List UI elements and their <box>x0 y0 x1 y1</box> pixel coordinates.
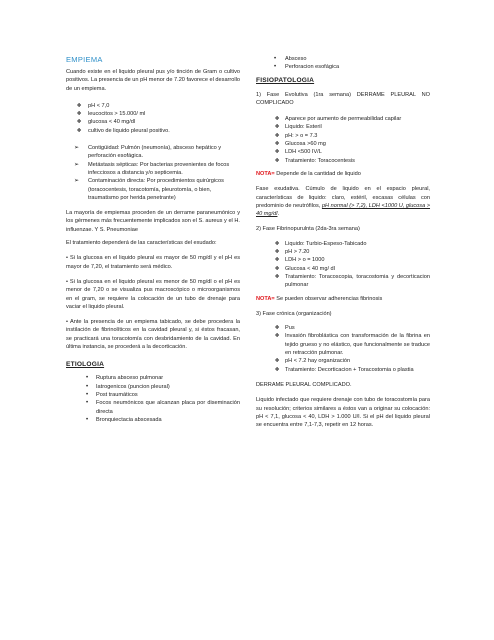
diamond-bullet-icon: ❖ <box>274 157 280 164</box>
causes-list <box>66 144 240 202</box>
diamond-bullet-icon: ❖ <box>76 127 82 134</box>
list-item: ❖ Invasión fibroblástica con transformación de la fibrina en tejido grueso y no elástico, que funcionalmente se traduce en retracción pulmonar. <box>274 333 430 357</box>
treatment-bullet-2: • Si la glucosa en el liquido pleural es menor de 50 mg/dl o el pH es menor de 7,20 o se visualiza pus macroscópico o microorganismos en el gram, se requiere la colocación de un tubo de drenaje para vaciar el liquido pleural. <box>66 278 240 310</box>
diamond-bullet-icon: ❖ <box>274 257 280 264</box>
phase2-title: 2) Fase Fibrinopurulnta (2da-3ra semana) <box>256 226 360 233</box>
list-item: ❖ Tratamiento: Toracocentesis <box>274 157 355 164</box>
list-item: ❖ pH < 7,0 <box>76 102 110 109</box>
list-item: • Focos neumónicos que alcanzan placa por diseminación directa <box>86 400 240 415</box>
list-item: ❖ Glucosa >60 mg <box>274 141 326 148</box>
dot-bullet-icon: • <box>86 383 89 390</box>
list-item: • Post traumáticos <box>86 391 138 398</box>
arrow-bullet-icon: ➢ <box>74 161 80 168</box>
list-item: ❖ leucocitos > 15.000/ ml <box>76 111 146 118</box>
phase3-list <box>256 324 430 374</box>
diamond-bullet-icon: ❖ <box>274 124 280 131</box>
dot-bullet-icon: • <box>86 375 89 382</box>
diamond-bullet-icon: ❖ <box>274 116 280 123</box>
treatment-bullet-3: • Ante la presencia de un empiema tabicado, se debe procedera la instilación de fibrinolíticos en la cavidad pleural y, si éstos fracasan, se practicará una toracotomía con desbridamiento de la cavidad. En última instancia, se procederá a la decorticación. <box>66 319 240 351</box>
dot-bullet-icon: • <box>274 64 277 71</box>
phase1-title: 1) Fase Evolutiva (1ra semana) DERRAME PLEURAL NO COMPLICADO <box>256 91 430 106</box>
diamond-bullet-icon: ❖ <box>274 141 280 148</box>
note-1: NOTA= Depende de la cantidad de liquido <box>256 170 361 177</box>
etiology-list <box>66 374 240 424</box>
diamond-bullet-icon: ❖ <box>274 249 280 256</box>
phase1-list <box>256 115 430 165</box>
list-item: ❖ LDH > o = 1000 <box>274 257 325 264</box>
diamond-bullet-icon: ❖ <box>274 358 280 365</box>
dot-bullet-icon: • <box>86 391 89 398</box>
list-item: ❖ glucosa < 40 mg/dl <box>76 119 136 126</box>
diamond-bullet-icon: ❖ <box>274 240 280 247</box>
list-item: ❖ cultivo de liquido pleural positivo. <box>76 127 170 134</box>
list-item: • Bronquiectacia abscesada <box>86 416 162 423</box>
physiopathology-heading: FISIOPATOLOGIA <box>256 76 315 84</box>
list-item: ❖ Glucosa < 40 mg/ dl <box>274 265 335 272</box>
diamond-bullet-icon: ❖ <box>274 149 280 156</box>
etiology-continued-list <box>256 55 430 72</box>
criteria-list <box>66 102 240 135</box>
phase2-list <box>256 240 430 290</box>
list-item: ❖ Liquido: Turbio-Espeso-Tabicado <box>274 240 367 247</box>
note-2: NOTA= Se pueden observar adherencias fibrinosis <box>256 295 383 302</box>
complicated-title: DERRAME PLEURAL COMPLICADO. <box>256 381 352 388</box>
diamond-bullet-icon: ❖ <box>274 132 280 139</box>
left-column <box>66 0 240 424</box>
list-item: • Ruptura absceso pulmonar <box>86 375 164 382</box>
dot-bullet-icon: • <box>86 416 89 423</box>
diamond-bullet-icon: ❖ <box>274 366 280 373</box>
list-item: ❖ LDH <500 IV/L <box>274 149 322 156</box>
list-item: ❖ pH: > o = 7.3 <box>274 132 318 139</box>
intro-paragraph: Cuando existe en el liquido pleural pus y/o tinción de Gram o cultivo positivos. La presencia de un pH menor de 7.20 favorece el desarrollo de un empiema. <box>66 69 240 92</box>
phase3-title: 3) Fase crónica (organización) <box>256 310 332 317</box>
dot-bullet-icon: • <box>86 400 89 407</box>
treatment-bullet-1: • Si la glucosa en el liquido pleural es mayor de 50 mg/dl y el pH es mayor de 7,20, el tratamiento será médico. <box>66 255 240 270</box>
dot-bullet-icon: • <box>274 56 277 62</box>
list-item: ➢ Contaminación directa: Por procedimientos quirúrgicos (toracocentesis, toracotomía, pleurotomía, o bien, traumatismo por herida penetrante) <box>74 178 224 201</box>
list-item: ❖ Tratamiento: Toracoscopia, toracostomia y decorticacion pulmonar <box>274 273 430 289</box>
section-title-empiema: EMPIEMA <box>66 55 103 64</box>
list-item: ❖ Aparece por aumento de permeabilidad capilar <box>274 116 402 123</box>
list-item: ➢ Metástasis sépticas: Por bacterias provenientes de focos infecciosos a distancia y/o septicemia. <box>74 161 230 176</box>
complicated-paragraph: Liquido infectado que requiere drenaje con tubo de toracostomía para su resolución; criterios similares a éstos van a originar su colocación: pH < 7,1, glucosa < 40, LDH > 1.000 U/l. Si el pH del liquido pleural se encuentra entre 7,1-7,3, repetir en 12 horas. <box>256 397 430 429</box>
etiology-heading: ETIOLOGIA <box>66 361 105 369</box>
diamond-bullet-icon: ❖ <box>274 265 280 272</box>
list-item: ❖ Tratamiento: Decorticacion + Toracostomia o plastia <box>274 366 414 373</box>
right-column <box>256 0 430 429</box>
list-item: • Absceso <box>274 56 307 62</box>
diamond-bullet-icon: ❖ <box>76 111 82 118</box>
list-item: • Iatrogenicos (puncion pleural) <box>86 383 170 390</box>
list-item: ❖ Liquido: Esteril <box>274 124 322 131</box>
microbiology-paragraph: La mayoría de empiemas proceden de un derrame paraneumónico y los gérmenes más frecuentemente implicados son el S. aureus y el H. influenzae. Y S. Pneumoniae <box>66 210 240 233</box>
diamond-bullet-icon: ❖ <box>274 273 280 280</box>
note-label: NOTA= <box>256 170 275 177</box>
arrow-bullet-icon: ➢ <box>74 178 80 185</box>
list-item: ➢ Contigüidad: Pulmón (neumonía), absceso hepático y perforación esofágica. <box>74 145 222 160</box>
diamond-bullet-icon: ❖ <box>76 119 82 126</box>
list-item: ❖ pH > 7.20 <box>274 249 310 256</box>
exudative-paragraph: Fase exudativa. Cúmulo de liquido en el espacio pleural, características de liquido: claro, estéril, escasas células con predominio de neutrófilos, pH normal (> 7,2), LDH <1000 U, glucosa > 40 mg/dl. <box>256 186 431 218</box>
diamond-bullet-icon: ❖ <box>76 102 82 109</box>
exudative-underlined-values: pH normal (> 7,2), LDH <1000 U, glucosa > 40 mg/dl <box>256 202 431 218</box>
list-item: ❖ pH < 7.2 hay organización <box>274 358 351 365</box>
note-label: NOTA= <box>256 295 275 302</box>
diamond-bullet-icon: ❖ <box>274 333 280 340</box>
diamond-bullet-icon: ❖ <box>274 325 280 332</box>
list-item: • Perforacion esofágica <box>274 64 340 71</box>
treatment-intro: El tratamiento dependerá de las características del exudado: <box>66 240 217 247</box>
arrow-bullet-icon: ➢ <box>74 145 80 152</box>
list-item: ❖ Pus <box>274 325 295 332</box>
